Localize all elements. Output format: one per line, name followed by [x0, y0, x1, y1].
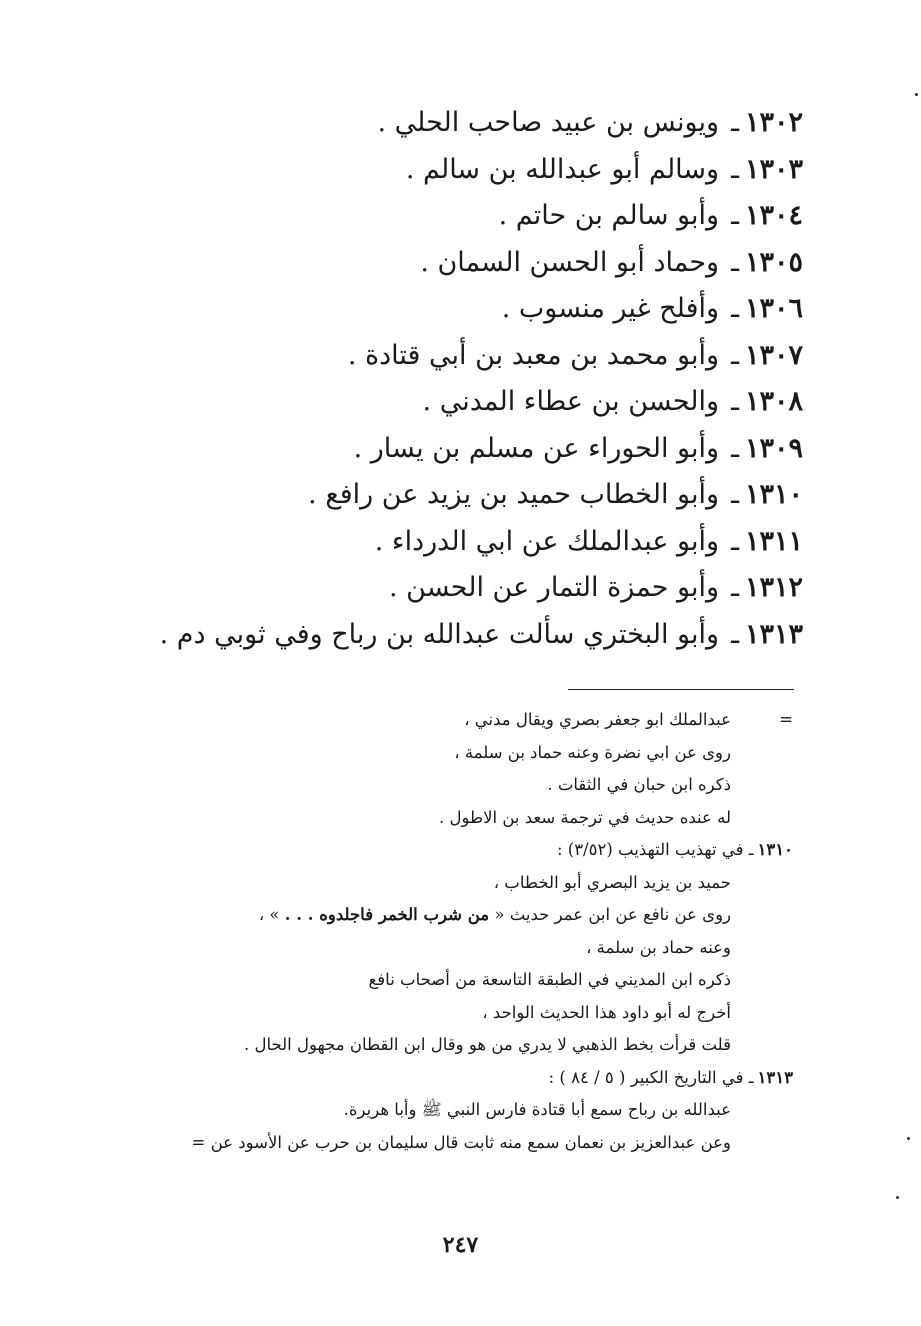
- footnote-continuation-line: =عبدالملك ابو جعفر بصري ويقال مدني ،: [73, 704, 793, 737]
- entry-text: والحسن بن عطاء المدني .: [422, 386, 720, 417]
- entry-text: وأبو الحوراء عن مسلم بن يسار .: [353, 432, 720, 464]
- entry-text: وأبو حمزة التمار عن الحسن .: [389, 572, 720, 603]
- footnote-1310-line: حميد بن يزيد البصري أبو الخطاب ،: [493, 872, 731, 892]
- entry-row: [83, 565, 803, 612]
- entry-row: [83, 240, 803, 287]
- entry-number: ١٣٠٤: [744, 200, 803, 231]
- footnote-1310-line: ذكره ابن المديني في الطبقة التاسعة من أصحاب نافع: [368, 970, 731, 989]
- entry-row: [83, 147, 803, 194]
- entry-text: وأبو الخطاب حميد بن يزيد عن رافع .: [308, 479, 720, 510]
- entry-number: ١٣١٢: [744, 572, 803, 603]
- entry-dash: ـ: [731, 153, 739, 185]
- page-number: ٢٤٧: [442, 1232, 479, 1258]
- entry-dash: ـ: [731, 386, 739, 417]
- entry-row: [83, 379, 803, 426]
- entry-row: [83, 100, 803, 147]
- footnotes: [73, 704, 793, 1159]
- entry-dash: ـ: [731, 525, 739, 557]
- entry-row: [83, 286, 803, 333]
- entry-number: ١٣٠٣: [744, 153, 803, 185]
- footnote-1313-heading: ١٣١٣ـ في التاريخ الكبير ( ٥ / ٨٤ ) :: [73, 1062, 793, 1095]
- footnote-separator: [568, 689, 794, 690]
- entry-text: وسالم أبو عبدالله بن سالم .: [405, 153, 720, 185]
- entry-row: [83, 472, 803, 519]
- continuation-mark: =: [779, 710, 793, 729]
- entry-dash: ـ: [731, 107, 739, 138]
- entry-number: ١٣٠٢: [744, 107, 803, 138]
- entry-dash: ـ: [731, 618, 739, 650]
- entry-dash: ـ: [731, 572, 739, 603]
- entry-row: [83, 519, 803, 566]
- entry-number: ١٣٠٥: [744, 246, 803, 278]
- footnote-1310-line: وعنه حماد بن سلمة ،: [586, 937, 731, 957]
- entry-dash: ـ: [731, 293, 739, 324]
- entry-row: [83, 612, 803, 659]
- entries-list: [83, 100, 803, 658]
- entry-text: وأبو سالم بن حاتم .: [498, 200, 720, 231]
- entry-dash: ـ: [731, 339, 739, 371]
- scan-speck: [896, 1196, 899, 1199]
- entry-dash: ـ: [731, 432, 739, 464]
- entry-row: [83, 426, 803, 473]
- footnote-1310-heading: ١٣١٠ـ في تهذيب التهذيب (٣/٥٢) :: [73, 834, 793, 867]
- footnote-1313-line: وعن عبدالعزيز بن نعمان سمع منه ثابت قال سليمان بن حرب عن الأسود عن =: [191, 1132, 731, 1152]
- footnote-1310-line: روى عن نافع عن ابن عمر حديث « من شرب الخمر فاجلدوه . . . » ،: [258, 905, 731, 924]
- footnote-number: ١٣١٠: [757, 840, 793, 859]
- footnote-continuation-line: له عنده حديث في ترجمة سعد بن الاطول .: [438, 807, 731, 827]
- scan-speck: [907, 1137, 910, 1140]
- entry-number: ١٣٠٦: [744, 293, 803, 324]
- scan-speck: [915, 93, 918, 96]
- entry-row: [83, 333, 803, 380]
- entry-dash: ـ: [731, 246, 739, 278]
- footnote-continuation-line: ذكره ابن حبان في الثقات .: [547, 775, 731, 794]
- hadith-quote: من شرب الخمر فاجلدوه . . .: [284, 905, 490, 924]
- entry-text: وأبو محمد بن معبد بن أبي قتادة .: [347, 339, 720, 371]
- entry-number: ١٣٠٨: [744, 386, 803, 417]
- entry-number: ١٣١١: [744, 525, 803, 557]
- entry-text: وأفلح غير منسوب .: [501, 293, 720, 324]
- entry-number: ١٣١٣: [744, 618, 803, 650]
- entry-row: [83, 193, 803, 240]
- entry-number: ١٣٠٩: [744, 432, 803, 464]
- entry-text: ويونس بن عبيد صاحب الحلي .: [377, 107, 720, 138]
- entry-text: وأبو عبدالملك عن ابي الدرداء .: [374, 525, 720, 557]
- entry-dash: ـ: [731, 200, 739, 231]
- footnote-continuation-line: روى عن ابي نضرة وعنه حماد بن سلمة ،: [454, 742, 731, 762]
- entry-number: ١٣١٠: [744, 479, 803, 510]
- entry-text: وحماد أبو الحسن السمان .: [420, 246, 720, 278]
- footnote-1313-line: عبدالله بن رباح سمع أبا قتادة فارس النبي ﷺ وأبا هريرة.: [343, 1100, 731, 1119]
- entry-dash: ـ: [731, 479, 739, 510]
- footnote-1310-line: أخرج له أبو داود هذا الحديث الواحد ،: [482, 1002, 731, 1022]
- entry-number: ١٣٠٧: [744, 339, 803, 371]
- entry-text: وأبو البختري سألت عبدالله بن رباح وفي ثوبي دم .: [159, 618, 720, 650]
- footnote-1310-line: قلت قرأت بخط الذهبي لا يدري من هو وقال ابن القطان مجهول الحال .: [244, 1035, 731, 1054]
- footnote-number: ١٣١٣: [757, 1067, 793, 1087]
